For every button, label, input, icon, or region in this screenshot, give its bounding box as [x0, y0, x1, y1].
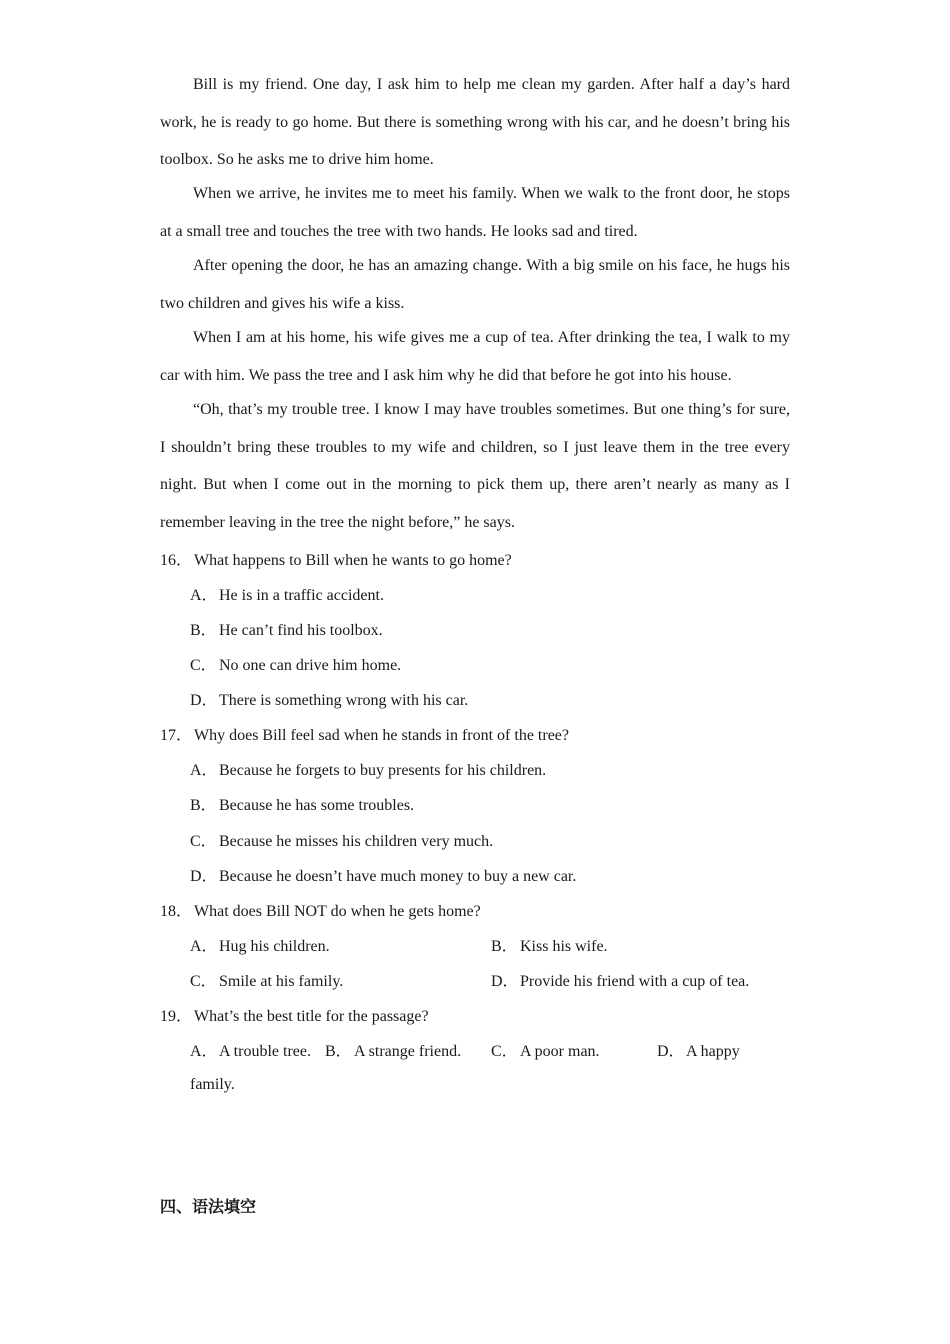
option-c[interactable]: C． Smile at his family. [190, 973, 344, 990]
question-19 [160, 1003, 429, 1026]
question-17 [160, 722, 569, 745]
option-b[interactable]: B． Kiss his wife. [491, 938, 608, 955]
option-c[interactable]: C． No one can drive him home. [190, 657, 402, 674]
option-c[interactable]: C． A poor man. [491, 1043, 600, 1060]
question-number: 19． [160, 1008, 193, 1025]
question-number: 18． [160, 903, 193, 920]
question-text: What’s the best title for the passage? [194, 1008, 429, 1025]
option-c[interactable]: C． Because he misses his children very much. [190, 833, 494, 850]
option-b[interactable]: B． A strange friend. [325, 1043, 462, 1060]
question-number: 16． [160, 552, 193, 569]
option-d[interactable]: D．A happy [657, 1043, 740, 1060]
passage-paragraph: When we arrive, he invites me to meet his family. When we walk to the front door, he stops at a small tree and touches the tree with two hands. He looks sad and tired. [160, 185, 790, 240]
option-a[interactable]: A．Because he forgets to buy presents for his children. [190, 762, 547, 779]
option-d-wrap: family. [190, 1076, 235, 1093]
option-b[interactable]: B． He can’t find his toolbox. [190, 622, 383, 639]
option-a[interactable]: A．He is in a traffic accident. [190, 587, 384, 604]
passage-paragraph: Bill is my friend. One day, I ask him to help me clean my garden. After half a day’s hard work, he is ready to go home. But there is something wrong with his car, and he doesn’t bring his toolbox. So he asks me to drive him home. [160, 76, 790, 168]
option-d[interactable]: D．Provide his friend with a cup of tea. [491, 973, 750, 990]
question-text: What happens to Bill when he wants to go home? [194, 552, 512, 569]
option-b[interactable]: B． Because he has some troubles. [190, 797, 415, 814]
question-18 [160, 898, 481, 921]
option-d[interactable]: D．There is something wrong with his car. [190, 692, 469, 709]
option-d[interactable]: D．Because he doesn’t have much money to buy a new car. [190, 868, 577, 885]
option-a[interactable]: A．Hug his children. [190, 938, 330, 955]
passage-paragraph: “Oh, that’s my trouble tree. I know I may have troubles sometimes. But one thing’s for sure, I shouldn’t bring these troubles to my wife and children, so I just leave them in the tree every night. But when I come out in the morning to pick them up, there aren’t nearly as many as I remember leaving in the tree the night before,” he says. [160, 401, 790, 531]
question-text: Why does Bill feel sad when he stands in front of the tree? [194, 727, 569, 744]
question-number: 17． [160, 727, 193, 744]
passage-paragraph: After opening the door, he has an amazing change. With a big smile on his face, he hugs his two children and gives his wife a kiss. [160, 257, 790, 312]
question-16 [160, 547, 512, 570]
question-text: What does Bill NOT do when he gets home? [194, 903, 481, 920]
passage-paragraph: When I am at his home, his wife gives me a cup of tea. After drinking the tea, I walk to my car with him. We pass the tree and I ask him why he did that before he got into his house. [160, 329, 790, 384]
option-a[interactable]: A．A trouble tree. [190, 1043, 311, 1060]
section-heading: 四、语法填空 [160, 1197, 257, 1216]
